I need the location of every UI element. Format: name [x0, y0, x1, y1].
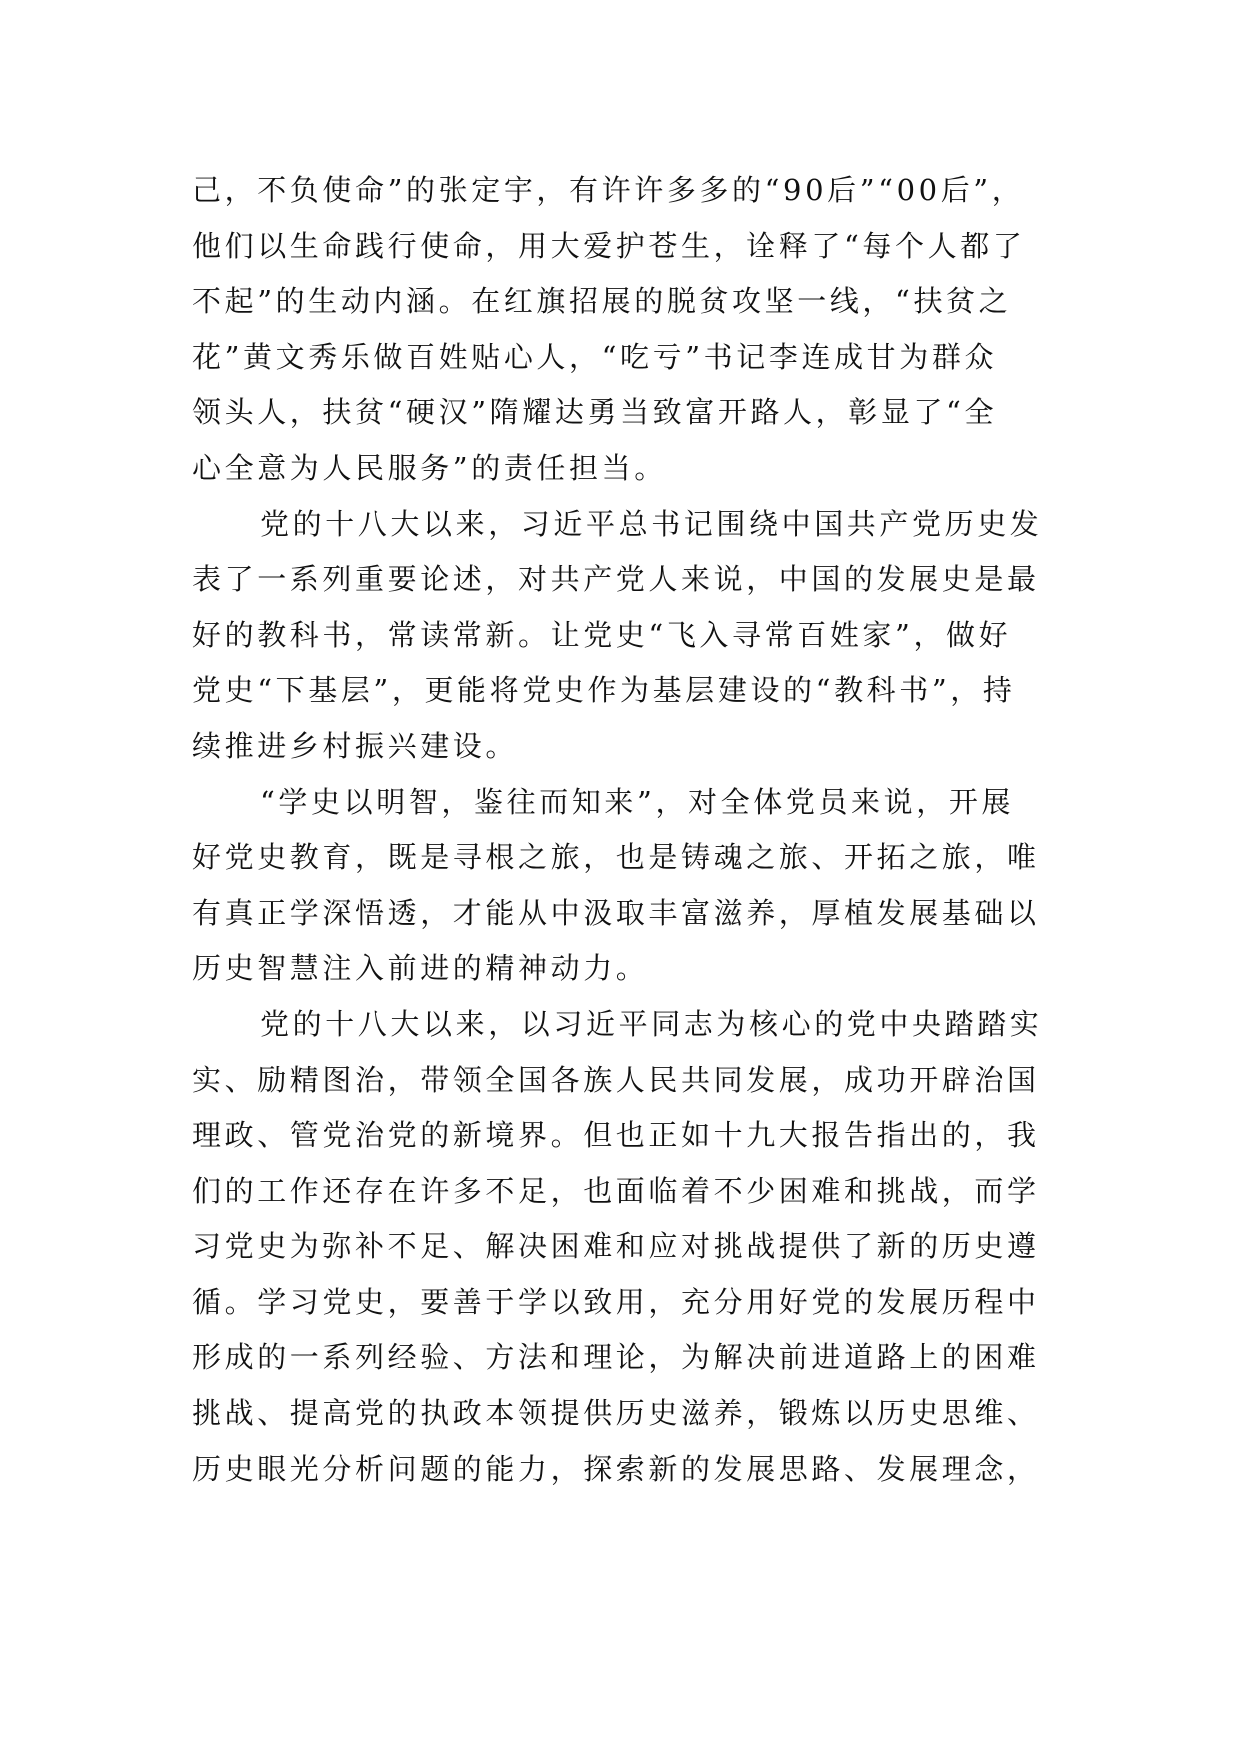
text-line: 循。学习党史，要善于学以致用，充分用好党的发展历程中 [192, 1284, 1040, 1319]
text-line: 党的十八大以来，习近平总书记围绕中国共产党历史发 [260, 506, 1043, 541]
text-line: “学史以明智，鉴往而知来”，对全体党员来说，开展 [260, 784, 1015, 819]
text-line: 表了一系列重要论述，对共产党人来说，中国的发展史是最 [192, 562, 1040, 597]
paragraph-4 [192, 997, 1060, 1497]
paragraph-1 [192, 163, 1060, 497]
paragraph-2 [192, 497, 1060, 775]
text-line: 心全意为人民服务”的责任担当。 [192, 450, 667, 485]
text-line: 不起”的生动内涵。在红旗招展的脱贫攻坚一线，“扶贫之 [192, 284, 1012, 319]
text-line: 他们以生命践行使命，用大爱护苍生，诠释了“每个人都了 [192, 228, 1026, 263]
text-line: 好党史教育，既是寻根之旅，也是铸魂之旅、开拓之旅，唯 [192, 840, 1040, 875]
text-line: 形成的一系列经验、方法和理论，为解决前进道路上的困难 [192, 1340, 1040, 1375]
text-line: 好的教科书，常读常新。让党史“飞入寻常百姓家”，做好 [192, 617, 1012, 652]
text-line: 历史眼光分析问题的能力，探索新的发展思路、发展理念， [192, 1451, 1040, 1486]
text-line: 理政、管党治党的新境界。但也正如十九大报告指出的，我 [192, 1118, 1040, 1153]
text-line: 习党史为弥补不足、解决困难和应对挑战提供了新的历史遵 [192, 1229, 1040, 1264]
text-line: 领头人，扶贫“硬汉”隋耀达勇当致富开路人，彰显了“全 [192, 395, 998, 430]
text-line: 己，不负使命”的张定宇，有许许多多的“90后”“00后”， [192, 173, 1025, 207]
body-text [192, 163, 1060, 1497]
text-line: 花”黄文秀乐做百姓贴心人，“吃亏”书记李连成甘为群众 [192, 339, 998, 374]
text-line: 挑战、提高党的执政本领提供历史滋养，锻炼以历史思维、 [192, 1396, 1040, 1431]
paragraph-3 [192, 775, 1060, 997]
text-line: 有真正学深悟透，才能从中汲取丰富滋养，厚植发展基础以 [192, 895, 1040, 930]
text-line: 们的工作还存在许多不足，也面临着不少困难和挑战，而学 [192, 1173, 1040, 1208]
text-line: 党史“下基层”，更能将党史作为基层建设的“教科书”，持 [192, 673, 1016, 708]
text-line: 历史智慧注入前进的精神动力。 [192, 951, 649, 986]
text-line: 党的十八大以来，以习近平同志为核心的党中央踏踏实 [260, 1006, 1043, 1041]
text-line: 实、励精图治，带领全国各族人民共同发展，成功开辟治国 [192, 1062, 1040, 1097]
text-line: 续推进乡村振兴建设。 [192, 728, 519, 763]
